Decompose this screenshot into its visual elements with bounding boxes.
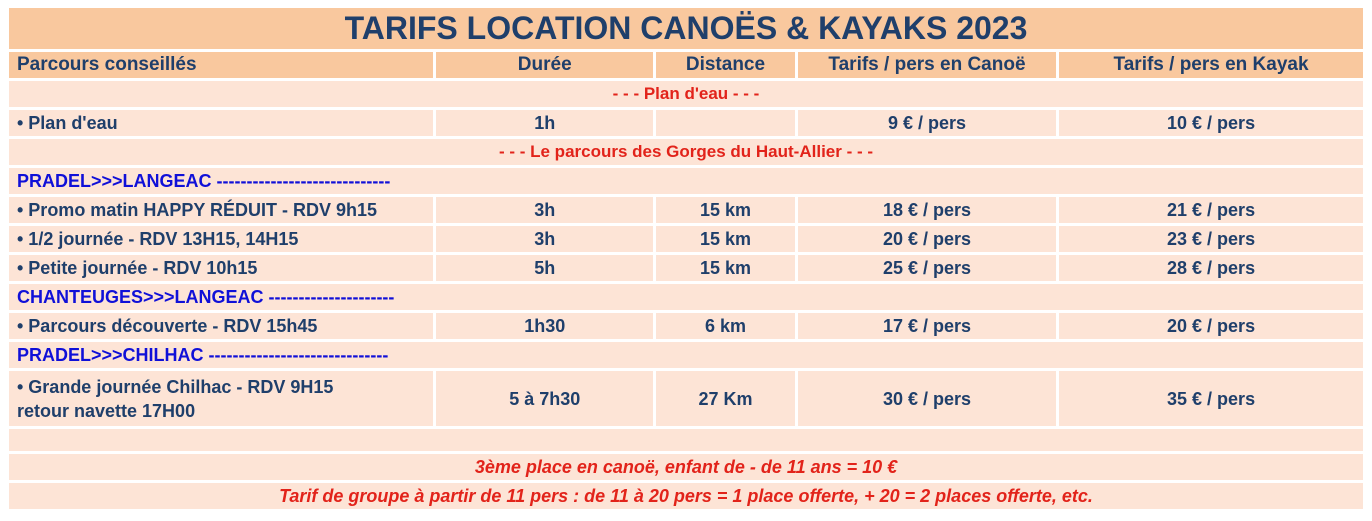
section-gorges: - - - Le parcours des Gorges du Haut-Allier - - - xyxy=(9,139,1363,165)
row-distance: 15 km xyxy=(656,226,795,252)
row-name: • Parcours découverte - RDV 15h45 xyxy=(9,313,433,339)
row-kayak-price: 23 € / pers xyxy=(1059,226,1363,252)
row-name: • Promo matin HAPPY RÉDUIT - RDV 9h15 xyxy=(9,197,433,223)
col-header-duree: Durée xyxy=(436,52,653,78)
row-name-line2: retour navette 17H00 xyxy=(17,400,196,421)
row-duree: 5 à 7h30 xyxy=(436,371,653,426)
header-row xyxy=(9,52,1363,78)
row-duree: 1h xyxy=(436,110,653,136)
row-canoe-price: 17 € / pers xyxy=(798,313,1056,339)
note-child-price: 3ème place en canoë, enfant de - de 11 ans = 10 € xyxy=(9,454,1363,480)
row-kayak-price: 28 € / pers xyxy=(1059,255,1363,281)
table-row xyxy=(9,197,1363,223)
col-header-canoe: Tarifs / pers en Canoë xyxy=(798,52,1056,78)
table-row xyxy=(9,226,1363,252)
table-title: TARIFS LOCATION CANOËS & KAYAKS 2023 xyxy=(9,8,1363,49)
note-group-price: Tarif de groupe à partir de 11 pers : de 11 à 20 pers = 1 place offerte, + 20 = 2 places offerte, etc. xyxy=(9,483,1363,509)
row-canoe-price: 30 € / pers xyxy=(798,371,1056,426)
row-kayak-price: 21 € / pers xyxy=(1059,197,1363,223)
section-plan-eau: - - - Plan d'eau - - - xyxy=(9,81,1363,107)
row-kayak-price: 10 € / pers xyxy=(1059,110,1363,136)
row-distance: 6 km xyxy=(656,313,795,339)
row-distance: 27 Km xyxy=(656,371,795,426)
table-row xyxy=(9,313,1363,339)
col-header-kayak: Tarifs / pers en Kayak xyxy=(1059,52,1363,78)
row-name: • Plan d'eau xyxy=(9,110,433,136)
col-header-parcours: Parcours conseillés xyxy=(9,52,433,78)
col-header-distance: Distance xyxy=(656,52,795,78)
table-row xyxy=(9,110,1363,136)
row-canoe-price: 20 € / pers xyxy=(798,226,1056,252)
price-table-container xyxy=(6,5,1366,512)
row-kayak-price: 20 € / pers xyxy=(1059,313,1363,339)
table-row xyxy=(9,371,1363,426)
table-row xyxy=(9,255,1363,281)
route-chanteuges-langeac: CHANTEUGES>>>LANGEAC --------------------- xyxy=(9,284,1363,310)
row-distance: 15 km xyxy=(656,255,795,281)
row-name xyxy=(9,371,433,426)
row-name: • Petite journée - RDV 10h15 xyxy=(9,255,433,281)
row-distance: 15 km xyxy=(656,197,795,223)
blank-row xyxy=(9,429,1363,451)
row-canoe-price: 9 € / pers xyxy=(798,110,1056,136)
row-kayak-price: 35 € / pers xyxy=(1059,371,1363,426)
row-duree: 5h xyxy=(436,255,653,281)
row-duree: 1h30 xyxy=(436,313,653,339)
row-distance xyxy=(656,110,795,136)
row-canoe-price: 18 € / pers xyxy=(798,197,1056,223)
row-canoe-price: 25 € / pers xyxy=(798,255,1056,281)
row-duree: 3h xyxy=(436,197,653,223)
route-pradel-langeac: PRADEL>>>LANGEAC ----------------------------- xyxy=(9,168,1363,194)
route-pradel-chilhac: PRADEL>>>CHILHAC ------------------------------ xyxy=(9,342,1363,368)
row-duree: 3h xyxy=(436,226,653,252)
row-name: • 1/2 journée - RDV 13H15, 14H15 xyxy=(9,226,433,252)
price-table xyxy=(6,5,1366,512)
row-name-line1: • Grande journée Chilhac - RDV 9H15 xyxy=(17,376,334,397)
